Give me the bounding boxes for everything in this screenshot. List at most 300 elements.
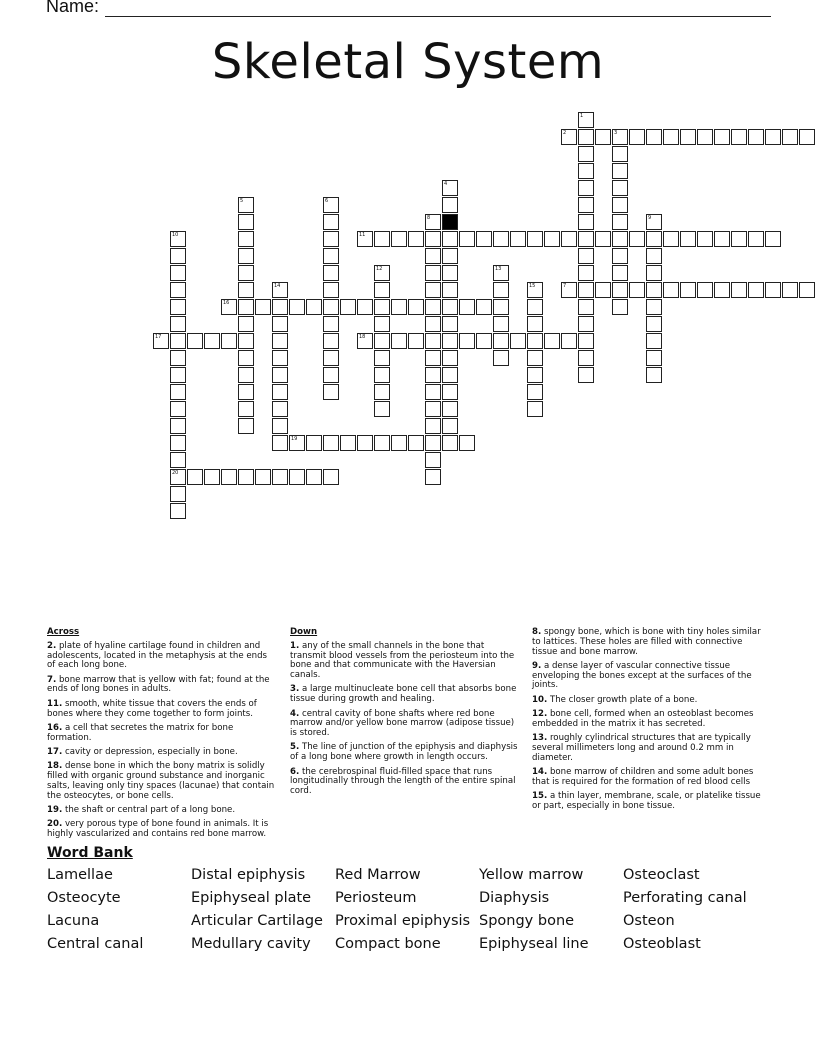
crossword-cell[interactable] — [272, 299, 288, 315]
crossword-cell[interactable] — [238, 469, 254, 485]
crossword-cell[interactable] — [697, 231, 713, 247]
crossword-cell[interactable] — [493, 282, 509, 298]
crossword-cell[interactable] — [527, 231, 543, 247]
clue-number-label: 7. — [47, 674, 57, 685]
crossword-cell[interactable] — [578, 333, 594, 349]
crossword-cell[interactable] — [323, 384, 339, 400]
crossword-cell[interactable] — [425, 469, 441, 485]
crossword-cell[interactable] — [714, 282, 730, 298]
crossword-cell[interactable] — [238, 418, 254, 434]
crossword-cell[interactable] — [272, 367, 288, 383]
crossword-cell[interactable] — [442, 401, 458, 417]
clue-number-label: 12. — [532, 709, 548, 720]
clue — [47, 642, 277, 671]
crossword-cell[interactable] — [170, 282, 186, 298]
clue-number-label: 9. — [532, 660, 542, 671]
clue-text: dense bone in which the bony matrix is solidly filled with organic ground substance and inorganic salts, leaving only tiny spaces (lacunae) that contain the osteocytes, or bone cells. — [47, 761, 275, 801]
crossword-cell[interactable] — [306, 435, 322, 451]
word-bank-word: Spongy bone — [479, 913, 575, 929]
crossword-cell[interactable] — [408, 231, 424, 247]
crossword-cell[interactable] — [272, 333, 288, 349]
crossword-cell[interactable] — [493, 316, 509, 332]
crossword-cell[interactable] — [374, 231, 390, 247]
crossword-cell[interactable] — [680, 231, 696, 247]
crossword-cell[interactable] — [578, 163, 594, 179]
crossword-cell[interactable] — [646, 299, 662, 315]
clue-number: 3 — [614, 130, 618, 136]
crossword-cell[interactable] — [204, 333, 220, 349]
crossword-cell[interactable] — [510, 231, 526, 247]
crossword-cell[interactable] — [578, 299, 594, 315]
crossword-cell[interactable] — [238, 282, 254, 298]
crossword-cell[interactable] — [646, 129, 662, 145]
crossword-cell[interactable] — [442, 265, 458, 281]
clue-text: any of the small channels in the bone that transmit blood vessels from the periosteum into the bone and that communicate with the Haversian canals. — [290, 640, 515, 681]
crossword-cell[interactable] — [442, 231, 458, 247]
clue-number-label: 5. — [290, 742, 300, 753]
crossword-cell[interactable] — [238, 384, 254, 400]
crossword-cell[interactable] — [765, 282, 781, 298]
clue-text: cavity or depression, especially in bone. — [62, 746, 238, 757]
crossword-cell[interactable] — [323, 282, 339, 298]
crossword-cell[interactable] — [731, 282, 747, 298]
clue-number-label: 16. — [47, 722, 63, 733]
crossword-cell[interactable] — [170, 384, 186, 400]
clue — [290, 743, 522, 763]
crossword-cell[interactable] — [238, 299, 254, 315]
crossword-cell[interactable] — [578, 350, 594, 366]
crossword-cell[interactable] — [170, 333, 186, 349]
crossword-cell[interactable] — [510, 333, 526, 349]
clue-number-label: 13. — [532, 733, 548, 744]
crossword-cell[interactable] — [170, 248, 186, 264]
crossword-cell[interactable] — [442, 299, 458, 315]
crossword-cell[interactable] — [527, 299, 543, 315]
crossword-cell[interactable] — [493, 333, 509, 349]
word-bank-word: Osteoclast — [623, 867, 700, 883]
crossword-cell[interactable] — [663, 129, 679, 145]
clue-number: 5 — [240, 198, 244, 204]
clue-text: smooth, white tissue that covers the ends of bones where they come together to form joints. — [47, 698, 257, 719]
crossword-cell[interactable] — [714, 231, 730, 247]
crossword-cell[interactable] — [578, 231, 594, 247]
crossword-cell[interactable] — [170, 299, 186, 315]
down-clues-col2 — [532, 628, 764, 816]
crossword-cell[interactable] — [646, 248, 662, 264]
crossword-cell[interactable] — [289, 299, 305, 315]
clue-number: 13 — [495, 266, 502, 272]
crossword-cell[interactable] — [748, 231, 764, 247]
crossword-cell[interactable] — [680, 282, 696, 298]
crossword-cell[interactable] — [646, 282, 662, 298]
crossword-cell[interactable] — [187, 469, 203, 485]
clue-text: bone marrow that is yellow with fat; found at the ends of long bones in adults. — [47, 674, 270, 695]
crossword-cell[interactable] — [493, 299, 509, 315]
crossword-cell[interactable] — [391, 231, 407, 247]
clue — [532, 734, 764, 763]
crossword-cell[interactable] — [425, 350, 441, 366]
crossword-cell[interactable] — [306, 299, 322, 315]
crossword-cell[interactable] — [238, 367, 254, 383]
crossword-cell[interactable] — [442, 418, 458, 434]
crossword-cell[interactable] — [425, 282, 441, 298]
clue — [532, 768, 764, 788]
clue-number-label: 20. — [47, 819, 63, 830]
crossword-cell[interactable] — [629, 129, 645, 145]
clue-number-label: 18. — [47, 761, 63, 772]
crossword-cell[interactable] — [374, 316, 390, 332]
crossword-cell[interactable] — [170, 350, 186, 366]
crossword-cell[interactable] — [697, 282, 713, 298]
crossword-cell[interactable] — [255, 469, 271, 485]
crossword-cell[interactable] — [323, 367, 339, 383]
clue-number-label: 11. — [47, 698, 63, 709]
clue-number: 14 — [274, 283, 281, 289]
crossword-cell[interactable] — [612, 214, 628, 230]
across-heading: Across — [47, 627, 80, 637]
crossword-cell[interactable] — [323, 248, 339, 264]
crossword-cell[interactable] — [323, 469, 339, 485]
crossword-cell[interactable] — [238, 350, 254, 366]
clue-number-label: 14. — [532, 767, 548, 778]
clue-text: bone marrow of children and some adult bones that is required for the formation of red blood cells — [532, 767, 754, 787]
crossword-cell[interactable] — [646, 265, 662, 281]
word-bank-word: Medullary cavity — [191, 936, 311, 952]
clue-number: 11 — [359, 232, 366, 238]
crossword-black-square — [442, 214, 458, 230]
clue-number: 10 — [172, 232, 179, 238]
crossword-cell[interactable] — [170, 503, 186, 519]
crossword-cell[interactable] — [442, 367, 458, 383]
clue-text: The line of junction of the epiphysis and diaphysis of a long bone where growth in length occurs. — [290, 742, 518, 763]
crossword-cell[interactable] — [425, 384, 441, 400]
clue-number-label: 19. — [47, 804, 63, 815]
crossword-cell[interactable] — [425, 299, 441, 315]
crossword-cell[interactable] — [408, 435, 424, 451]
word-bank-word: Lamellae — [47, 867, 113, 883]
crossword-cell[interactable] — [357, 299, 373, 315]
crossword-cell[interactable] — [425, 367, 441, 383]
clue-number: 15 — [529, 283, 536, 289]
crossword-cell[interactable] — [578, 265, 594, 281]
crossword-cell[interactable] — [578, 282, 594, 298]
crossword-cell[interactable] — [272, 418, 288, 434]
clue-number: 16 — [223, 300, 230, 306]
crossword-cell[interactable] — [170, 401, 186, 417]
crossword-cell[interactable] — [272, 469, 288, 485]
crossword-cell[interactable] — [646, 367, 662, 383]
crossword-cell[interactable] — [731, 129, 747, 145]
crossword-cell[interactable] — [425, 435, 441, 451]
crossword-cell[interactable] — [527, 401, 543, 417]
crossword-cell[interactable] — [323, 333, 339, 349]
crossword-cell[interactable] — [663, 231, 679, 247]
crossword-cell[interactable] — [323, 299, 339, 315]
crossword-cell[interactable] — [612, 299, 628, 315]
clue-text: very porous type of bone found in animals. It is highly vascularized and contains red bone marrow. — [47, 819, 269, 840]
clue-number: 19 — [291, 436, 298, 442]
crossword-cell[interactable] — [374, 367, 390, 383]
crossword-cell[interactable] — [663, 282, 679, 298]
crossword-cell[interactable] — [527, 367, 543, 383]
crossword-cell[interactable] — [561, 333, 577, 349]
crossword-cell[interactable] — [272, 435, 288, 451]
crossword-cell[interactable] — [221, 333, 237, 349]
word-bank-word: Proximal epiphysis — [335, 913, 471, 929]
crossword-cell[interactable] — [578, 197, 594, 213]
crossword-cell[interactable] — [374, 384, 390, 400]
crossword-cell[interactable] — [442, 350, 458, 366]
crossword-cell[interactable] — [578, 180, 594, 196]
crossword-cell[interactable] — [646, 231, 662, 247]
crossword-cell[interactable] — [459, 333, 475, 349]
crossword-cell[interactable] — [391, 299, 407, 315]
crossword-cell[interactable] — [612, 265, 628, 281]
crossword-cell[interactable] — [425, 401, 441, 417]
crossword-cell[interactable] — [646, 333, 662, 349]
crossword-cell[interactable] — [612, 197, 628, 213]
word-bank-word: Periosteum — [335, 890, 417, 906]
crossword-cell[interactable] — [578, 248, 594, 264]
crossword-cell[interactable] — [612, 231, 628, 247]
crossword-cell[interactable] — [170, 452, 186, 468]
crossword-cell[interactable] — [442, 282, 458, 298]
name-label: Name: — [46, 0, 100, 16]
crossword-cell[interactable] — [340, 299, 356, 315]
crossword-cell[interactable] — [238, 265, 254, 281]
clue-number: 7 — [563, 283, 567, 289]
crossword-cell[interactable] — [595, 129, 611, 145]
crossword-cell[interactable] — [459, 299, 475, 315]
word-bank-word: Osteoblast — [623, 936, 701, 952]
crossword-cell[interactable] — [527, 333, 543, 349]
crossword-cell[interactable] — [442, 384, 458, 400]
clue-number: 8 — [427, 215, 431, 221]
word-bank-word: Yellow marrow — [479, 867, 584, 883]
crossword-cell[interactable] — [731, 231, 747, 247]
word-bank-word: Compact bone — [335, 936, 441, 952]
crossword-cell[interactable] — [544, 231, 560, 247]
crossword-cell[interactable] — [476, 333, 492, 349]
crossword-cell[interactable] — [238, 231, 254, 247]
crossword-cell[interactable] — [408, 333, 424, 349]
clue-number: 20 — [172, 470, 179, 476]
clue-text: a large multinucleate bone cell that absorbs bone tissue during growth and healing. — [290, 684, 517, 705]
word-bank-word: Perforating canal — [623, 890, 747, 906]
clue-text: central cavity of bone shafts where red bone marrow and/or yellow bone marrow (adipose tissue) is stored. — [290, 708, 515, 739]
clue — [290, 642, 522, 681]
crossword-cell[interactable] — [323, 214, 339, 230]
crossword-cell[interactable] — [391, 435, 407, 451]
crossword-cell[interactable] — [425, 265, 441, 281]
crossword-cell[interactable] — [782, 129, 798, 145]
clue-text: The closer growth plate of a bone. — [547, 694, 698, 705]
crossword-cell[interactable] — [374, 435, 390, 451]
crossword-cell[interactable] — [442, 333, 458, 349]
crossword-cell[interactable] — [323, 231, 339, 247]
crossword-cell[interactable] — [170, 316, 186, 332]
down-heading: Down — [290, 627, 318, 637]
crossword-cell[interactable] — [170, 367, 186, 383]
crossword-cell[interactable] — [765, 231, 781, 247]
crossword-cell[interactable] — [527, 350, 543, 366]
crossword-cell[interactable] — [646, 316, 662, 332]
clue — [290, 710, 522, 739]
crossword-cell[interactable] — [442, 197, 458, 213]
crossword-cell[interactable] — [204, 469, 220, 485]
clue-number: 1 — [580, 113, 584, 119]
crossword-cell[interactable] — [425, 452, 441, 468]
crossword-cell[interactable] — [272, 350, 288, 366]
crossword-cell[interactable] — [578, 367, 594, 383]
crossword-cell[interactable] — [748, 129, 764, 145]
crossword-cell[interactable] — [442, 316, 458, 332]
crossword-cell[interactable] — [493, 231, 509, 247]
crossword-cell[interactable] — [170, 435, 186, 451]
word-bank-word: Diaphysis — [479, 890, 550, 906]
word-bank-word: Epiphyseal plate — [191, 890, 312, 906]
across-clues — [47, 628, 277, 844]
crossword-cell[interactable] — [612, 248, 628, 264]
crossword-cell[interactable] — [374, 282, 390, 298]
crossword-cell[interactable] — [799, 282, 815, 298]
crossword-cell[interactable] — [493, 350, 509, 366]
crossword-cell[interactable] — [595, 231, 611, 247]
crossword-cell[interactable] — [680, 129, 696, 145]
crossword-cell[interactable] — [612, 163, 628, 179]
crossword-cell[interactable] — [629, 231, 645, 247]
clue — [532, 792, 764, 812]
crossword-cell[interactable] — [238, 333, 254, 349]
clue-number: 18 — [359, 334, 366, 340]
crossword-cell[interactable] — [306, 469, 322, 485]
clue-text: spongy bone, which is bone with tiny holes similar to lattices. These holes are filled with connective tissue and bone marrow. — [532, 627, 761, 657]
crossword-cell[interactable] — [425, 333, 441, 349]
clue-number-label: 2. — [47, 640, 57, 651]
clue — [47, 820, 277, 840]
crossword-cell[interactable] — [238, 316, 254, 332]
crossword-cell[interactable] — [170, 265, 186, 281]
crossword-cell[interactable] — [527, 384, 543, 400]
clue-number-label: 4. — [290, 708, 300, 719]
crossword-cell[interactable] — [221, 469, 237, 485]
crossword-cell[interactable] — [442, 248, 458, 264]
crossword-cell[interactable] — [272, 384, 288, 400]
crossword-cell[interactable] — [697, 129, 713, 145]
crossword-cell[interactable] — [170, 418, 186, 434]
crossword-cell[interactable] — [442, 435, 458, 451]
crossword-cell[interactable] — [612, 180, 628, 196]
crossword-cell[interactable] — [374, 401, 390, 417]
crossword-cell[interactable] — [374, 350, 390, 366]
crossword-cell[interactable] — [561, 231, 577, 247]
clue-number-label: 1. — [290, 640, 300, 651]
crossword-cell[interactable] — [340, 435, 356, 451]
crossword-cell[interactable] — [476, 231, 492, 247]
crossword-cell[interactable] — [272, 401, 288, 417]
clue-text: the cerebrospinal fluid-filled space that runs longitudinally through the length of the entire spinal cord. — [290, 766, 516, 797]
crossword-cell[interactable] — [391, 333, 407, 349]
crossword-cell[interactable] — [578, 214, 594, 230]
crossword-cell[interactable] — [408, 299, 424, 315]
clue — [47, 676, 277, 696]
crossword-cell[interactable] — [595, 282, 611, 298]
crossword-cell[interactable] — [782, 282, 798, 298]
word-bank-word: Epiphyseal line — [479, 936, 589, 952]
crossword-cell[interactable] — [578, 146, 594, 162]
crossword-cell[interactable] — [527, 316, 543, 332]
word-bank-word: Central canal — [47, 936, 144, 952]
crossword-cell[interactable] — [459, 435, 475, 451]
clue — [290, 685, 522, 705]
crossword-cell[interactable] — [289, 469, 305, 485]
clue-number: 6 — [325, 198, 329, 204]
crossword-cell[interactable] — [187, 333, 203, 349]
crossword-cell[interactable] — [629, 282, 645, 298]
clue-number: 2 — [563, 130, 567, 136]
crossword-cell[interactable] — [425, 248, 441, 264]
crossword-cell[interactable] — [272, 316, 288, 332]
clue — [47, 762, 277, 801]
crossword-cell[interactable] — [612, 282, 628, 298]
crossword-cell[interactable] — [374, 299, 390, 315]
crossword-cell[interactable] — [255, 299, 271, 315]
word-bank-word: Distal epiphysis — [191, 867, 306, 883]
crossword-cell[interactable] — [323, 265, 339, 281]
crossword-cell[interactable] — [748, 282, 764, 298]
clue-text: a dense layer of vascular connective tissue enveloping the bones except at the surfaces of the joints. — [532, 660, 752, 691]
down-clues-col1 — [290, 628, 522, 801]
crossword-cell[interactable] — [612, 146, 628, 162]
crossword-cell[interactable] — [425, 418, 441, 434]
crossword-cell[interactable] — [323, 435, 339, 451]
crossword-cell[interactable] — [357, 435, 373, 451]
crossword-cell[interactable] — [765, 129, 781, 145]
clue — [290, 768, 522, 797]
clue-number-label: 6. — [290, 766, 300, 777]
clue-number-label: 3. — [290, 684, 300, 695]
crossword-cell[interactable] — [238, 401, 254, 417]
crossword-cell[interactable] — [238, 214, 254, 230]
clue-number-label: 15. — [532, 791, 548, 802]
crossword-cell[interactable] — [170, 486, 186, 502]
crossword-cell[interactable] — [578, 316, 594, 332]
clue-text: bone cell, formed when an osteoblast becomes embedded in the matrix it has secreted. — [532, 709, 754, 729]
crossword-cell[interactable] — [425, 231, 441, 247]
clue-number: 17 — [155, 334, 162, 340]
crossword-cell[interactable] — [323, 350, 339, 366]
word-bank-word: Articular Cartilage — [191, 913, 323, 929]
crossword-cell[interactable] — [459, 231, 475, 247]
crossword-cell[interactable] — [425, 316, 441, 332]
word-bank-word: Osteocyte — [47, 890, 121, 906]
clue-text: roughly cylindrical structures that are typically several millimeters long and around 0.2 mm in diameter. — [532, 733, 751, 763]
crossword-cell[interactable] — [714, 129, 730, 145]
crossword-cell[interactable] — [578, 129, 594, 145]
clue — [532, 662, 764, 691]
clue-text: a thin layer, membrane, scale, or platelike tissue or part, especially in bone tissue. — [532, 791, 761, 811]
clue-number: 4 — [444, 181, 448, 187]
crossword-cell[interactable] — [374, 333, 390, 349]
crossword-cell[interactable] — [476, 299, 492, 315]
clue-number: 12 — [376, 266, 383, 272]
crossword-cell[interactable] — [799, 129, 815, 145]
crossword-cell[interactable] — [646, 350, 662, 366]
crossword-cell[interactable] — [544, 333, 560, 349]
clue — [47, 700, 277, 720]
crossword-cell[interactable] — [238, 248, 254, 264]
crossword-cell[interactable] — [323, 316, 339, 332]
